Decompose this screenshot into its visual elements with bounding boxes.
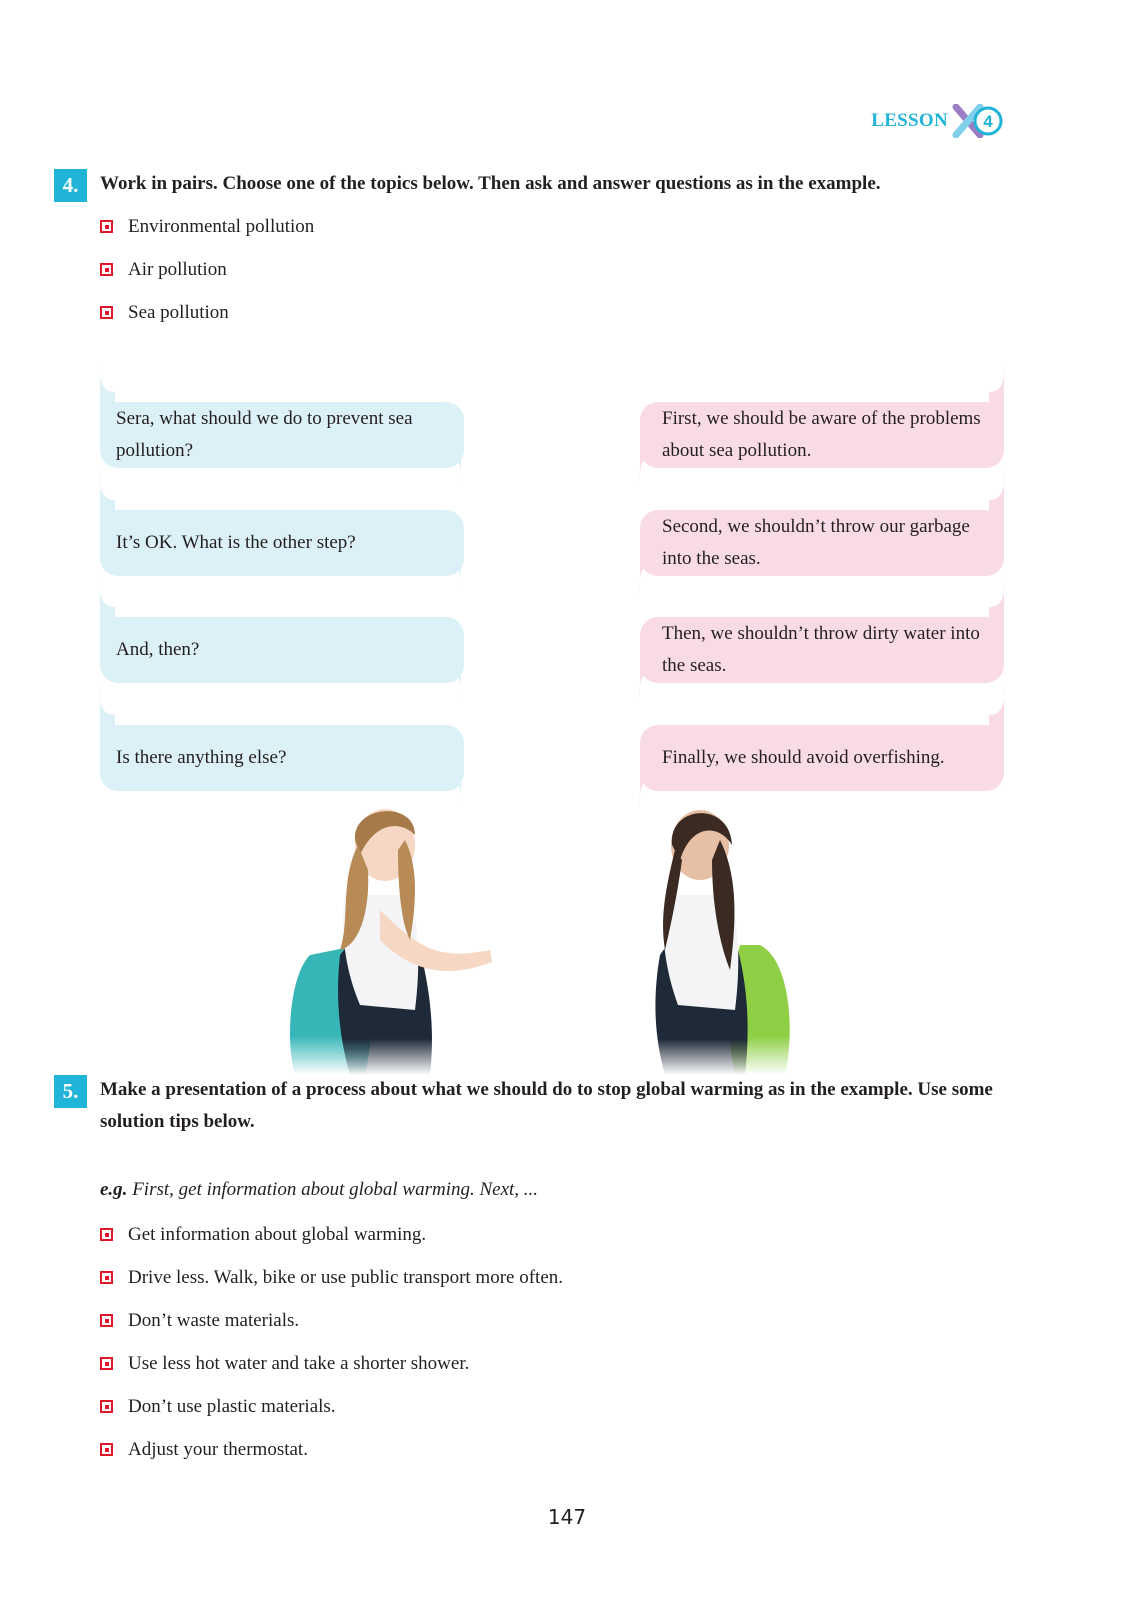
- bullet-icon: [100, 220, 113, 233]
- list-item: Environmental pollution: [100, 205, 314, 248]
- students-illustration: [280, 800, 840, 1085]
- task-4-number: 4.: [54, 169, 87, 202]
- example-label: e.g.: [100, 1179, 128, 1200]
- lesson-number: 4: [983, 112, 993, 131]
- lesson-badge: [871, 104, 1006, 138]
- bullet-icon: [100, 306, 113, 319]
- topic-list: [100, 205, 314, 334]
- example-text: First, get information about global warming. Next, ...: [132, 1179, 539, 1200]
- task-5-number: 5.: [54, 1075, 87, 1108]
- bullet-icon: [100, 1400, 113, 1413]
- task-5-instruction: Make a presentation of a process about what we should do to stop global warming as in the example. Use some solution tips below.: [100, 1079, 993, 1132]
- answer-bubble: Then, we shouldn’t throw dirty water into the seas.: [640, 617, 1004, 683]
- list-item: Use less hot water and take a shorter shower.: [100, 1342, 563, 1385]
- bullet-icon: [100, 1443, 113, 1456]
- bullet-icon: [100, 1228, 113, 1241]
- left-student: [290, 809, 492, 1075]
- bullet-icon: [100, 263, 113, 276]
- answer-bubble: Finally, we should avoid overfishing.: [640, 725, 1004, 791]
- bullet-icon: [100, 1357, 113, 1370]
- list-item: Air pollution: [100, 248, 314, 291]
- example-line: [100, 1179, 538, 1201]
- tips-list: [100, 1213, 563, 1471]
- question-bubble: It’s OK. What is the other step?: [100, 510, 464, 576]
- bullet-icon: [100, 1314, 113, 1327]
- question-bubble: Sera, what should we do to prevent sea pollution?: [100, 402, 464, 468]
- list-item: Sea pollution: [100, 291, 314, 334]
- question-bubble: Is there anything else?: [100, 725, 464, 791]
- lesson-label: LESSON: [871, 110, 948, 131]
- list-item: Don’t use plastic materials.: [100, 1385, 563, 1428]
- page-number: 147: [547, 1505, 587, 1529]
- bullet-icon: [100, 1271, 113, 1284]
- right-student: [655, 810, 789, 1075]
- question-bubble: And, then?: [100, 617, 464, 683]
- lesson-x-icon: [952, 104, 1006, 138]
- task-4-instruction: Work in pairs. Choose one of the topics below. Then ask and answer questions as in the example.: [100, 173, 881, 194]
- list-item: Don’t waste materials.: [100, 1299, 563, 1342]
- list-item: Adjust your thermostat.: [100, 1428, 563, 1471]
- list-item: Get information about global warming.: [100, 1213, 563, 1256]
- answer-bubble: First, we should be aware of the problems about sea pollution.: [640, 402, 1004, 468]
- list-item: Drive less. Walk, bike or use public transport more often.: [100, 1256, 563, 1299]
- answer-bubble: Second, we shouldn’t throw our garbage into the seas.: [640, 510, 1004, 576]
